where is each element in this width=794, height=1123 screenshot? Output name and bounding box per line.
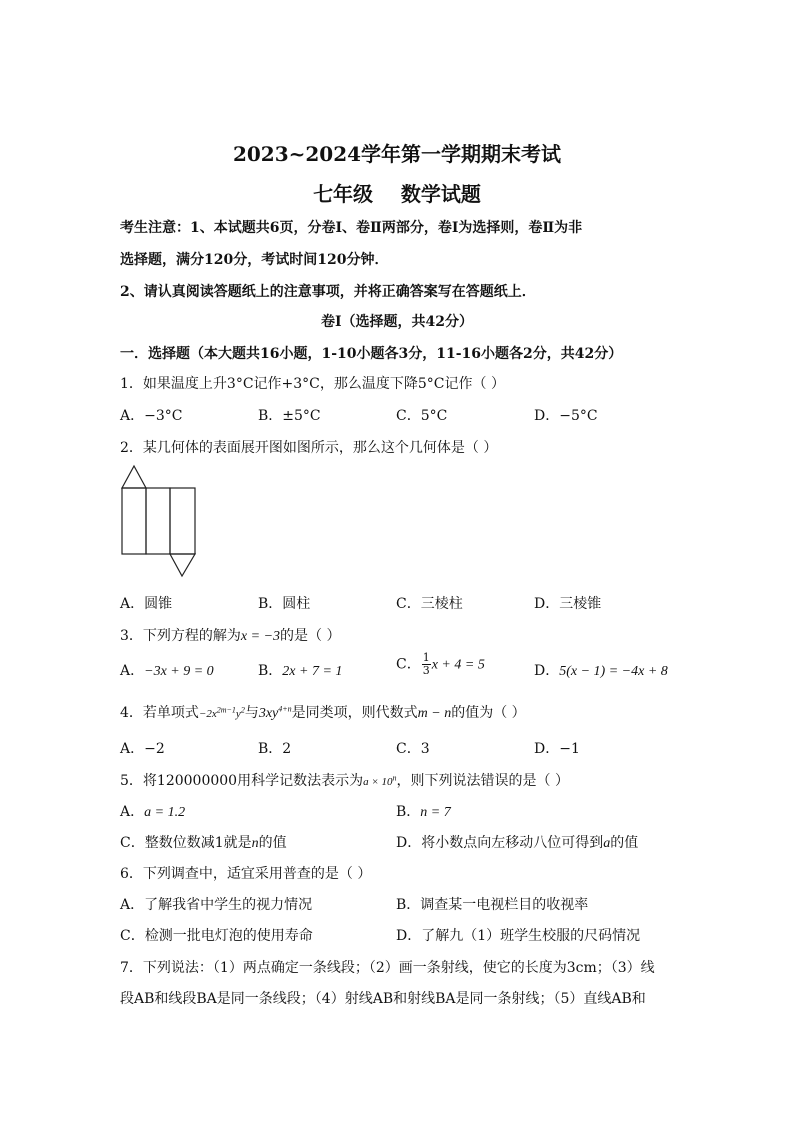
question-6-stem: 6．下列调查中，适宜采用普查的是（ ） xyxy=(120,866,372,882)
q2-option-a: A．圆锥 xyxy=(120,596,173,612)
q5-sci-exponent: n xyxy=(392,773,397,783)
q4-option-c: C．3 xyxy=(396,741,430,757)
q3-option-c xyxy=(396,652,485,677)
q6-option-d: D．了解九（1）班学生校服的尺码情况 xyxy=(396,928,641,944)
exam-subtitle: 七年级 数学试题 xyxy=(313,182,481,206)
q4-monomial-1 xyxy=(198,705,245,720)
q5-option-c xyxy=(120,832,287,852)
q4-stem-pre: 4．若单项式 xyxy=(120,705,199,721)
q6-option-b: B．调查某一电视栏目的收视率 xyxy=(396,897,589,913)
q5-option-a-label: A． xyxy=(120,804,145,820)
q1-option-d: D．−5°C xyxy=(534,408,598,424)
q3-option-c-fraction xyxy=(422,652,431,677)
net-face-3 xyxy=(170,488,195,554)
q1-option-c: C．5°C xyxy=(396,408,448,424)
notice-line-2: 选择题，满分120分，考试时间120分钟． xyxy=(120,252,389,268)
q2-option-b: B．圆柱 xyxy=(258,596,311,612)
q6-option-c: C．检测一批电灯泡的使用寿命 xyxy=(120,928,313,944)
exam-title: 2023~2024学年第一学期期末考试 xyxy=(232,142,562,166)
q4-mono1-base: −2x xyxy=(198,708,217,720)
q2-option-d: D．三棱锥 xyxy=(534,596,602,612)
q5-option-c-post: 的值 xyxy=(258,835,287,851)
q5-option-c-pre: C．整数位数减1就是 xyxy=(120,835,252,851)
q5-option-c-var: n xyxy=(251,836,259,851)
q4-mono2-exponent: 4+n xyxy=(278,704,292,714)
q5-option-b-eq: n = 7 xyxy=(420,805,451,820)
q5-stem-pre: 5．将120000000用科学记数法表示为 xyxy=(120,773,364,789)
q3-stem-equation: x = −3 xyxy=(240,629,281,644)
q5-option-d xyxy=(396,832,638,852)
q3-stem-pre: 3．下列方程的解为 xyxy=(120,628,241,644)
q5-option-a xyxy=(120,801,185,821)
q1-option-b: B．±5°C xyxy=(258,408,321,424)
q6-option-a: A．了解我省中学生的视力情况 xyxy=(120,897,313,913)
question-7-line-2: 段AB和线段BA是同一条线段；（4）射线AB和射线BA是同一条射线；（5）直线AB和 xyxy=(120,991,646,1007)
q4-option-b: B．2 xyxy=(258,741,292,757)
q2-option-c: C．三棱柱 xyxy=(396,596,463,612)
q3-option-b xyxy=(258,660,342,680)
q5-sci-base: a × 10 xyxy=(363,776,393,788)
q4-mono1-exponent: 2m−1 xyxy=(216,705,236,715)
question-3-stem xyxy=(120,625,340,645)
part-title: 一．选择题（本大题共16小题，1-10小题各3分，11-16小题各2分，共42分） xyxy=(120,346,623,362)
q3-option-d-label: D． xyxy=(534,663,560,679)
q4-mono1-y-exponent: 2 xyxy=(240,705,245,715)
q4-stem-mid: 是同类项，则代数式 xyxy=(291,705,418,721)
q4-monomial-2 xyxy=(259,706,292,721)
q5-option-a-eq: a = 1.2 xyxy=(144,805,186,820)
q5-stem-post: ，则下列说法错误的是（ ） xyxy=(396,773,569,789)
q3-option-a xyxy=(120,660,214,680)
net-top-triangle xyxy=(122,466,146,488)
prism-net-diagram xyxy=(115,462,205,582)
q4-mono1-y: y xyxy=(235,708,241,720)
net-bottom-triangle xyxy=(170,554,195,576)
fraction-denominator: 3 xyxy=(422,664,430,677)
q1-option-a: A．−3°C xyxy=(120,408,183,424)
question-5-stem xyxy=(120,770,569,790)
question-1-stem: 1．如果温度上升3°C记作+3°C，那么温度下降5°C记作（ ） xyxy=(120,376,505,392)
q4-expression: m − n xyxy=(417,706,452,721)
q4-stem-and: 与 xyxy=(244,705,259,721)
q3-option-d xyxy=(534,660,668,680)
net-face-1 xyxy=(122,488,146,554)
section-heading: 卷Ⅰ（选择题，共42分） xyxy=(320,314,474,330)
q3-option-b-label: B． xyxy=(258,663,283,679)
fraction-numerator: 1 xyxy=(422,651,430,664)
q3-option-a-eq: −3x + 9 = 0 xyxy=(144,664,214,679)
q5-option-d-var: a xyxy=(603,836,611,851)
question-4-stem xyxy=(120,702,526,722)
q3-option-a-label: A． xyxy=(120,663,145,679)
question-7-line-1: 7．下列说法：（1）两点确定一条线段；（2）画一条射线，使它的长度为3cm；（3）线 xyxy=(120,960,655,976)
question-2-stem: 2．某几何体的表面展开图如图所示，那么这个几何体是（ ） xyxy=(120,440,498,456)
q3-stem-post: 的是（ ） xyxy=(280,628,341,644)
notice-line-1: 考生注意：1、本试题共6页，分卷Ⅰ、卷Ⅱ两部分，卷Ⅰ为选择则，卷Ⅱ为非 xyxy=(120,220,583,236)
notice-line-3: 2、请认真阅读答题纸上的注意事项，并将正确答案写在答题纸上． xyxy=(120,284,536,300)
q4-option-d: D．−1 xyxy=(534,741,580,757)
q4-stem-post: 的值为（ ） xyxy=(451,705,526,721)
q3-option-b-eq: 2x + 7 = 1 xyxy=(282,664,343,679)
q5-scientific-notation xyxy=(363,773,397,788)
q5-option-d-pre: D．将小数点向左移动八位可得到 xyxy=(396,835,604,851)
q5-option-d-post: 的值 xyxy=(610,835,639,851)
q5-option-b-label: B． xyxy=(396,804,421,820)
net-face-2 xyxy=(146,488,170,554)
q3-option-d-eq: 5(x − 1) = −4x + 8 xyxy=(559,664,668,679)
q4-option-a: A．−2 xyxy=(120,741,165,757)
q4-mono2-base: 3xy xyxy=(258,706,279,721)
q5-option-b xyxy=(396,801,451,821)
q3-option-c-eq: x + 4 = 5 xyxy=(431,657,485,673)
q3-option-c-label: C． xyxy=(396,656,421,673)
